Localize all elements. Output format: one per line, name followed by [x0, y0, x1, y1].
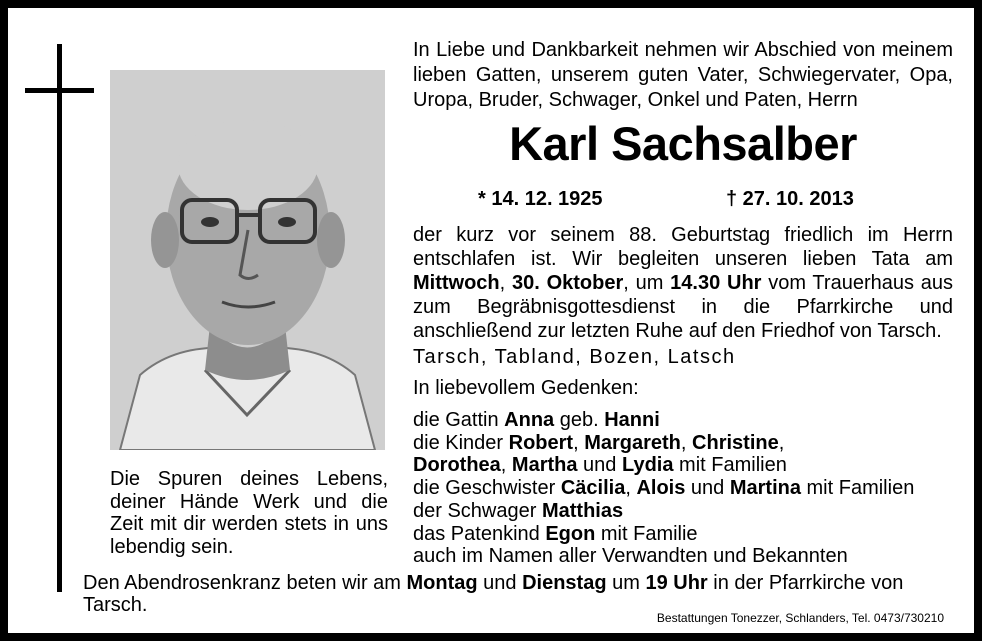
funeral-time: 14.30 Uhr	[670, 272, 762, 294]
cross-icon	[57, 44, 62, 592]
places-line: Tarsch, Tabland, Bozen, Latsch	[413, 346, 736, 368]
mourners-list	[413, 409, 973, 568]
mourner-line: das Patenkind Egon mit Familie	[413, 522, 698, 545]
death-date: † 27. 10. 2013	[726, 188, 854, 210]
funeral-home-credit: Bestattungen Tonezzer, Schlanders, Tel. 0473/730210	[656, 611, 944, 625]
rosary-info: Den Abendrosenkranz beten wir am Montag und Dienstag um 19 Uhr in der Pfarrkirche von Tarsch.	[83, 572, 904, 616]
funeral-details: der kurz vor seinem 88. Geburtstag friedlich im Herrn entschlafen ist. Wir begleiten unseren lieben Tata am Mittwoch, 30. Oktober, um 14.30 Uhr vom Trauerhaus aus zum Begräbnisgottesdienst in die Pfarrkirche und anschließend zur letzten Ruhe auf den Friedhof von Tarsch.	[413, 224, 953, 342]
mourner-line: auch im Namen aller Verwandten und Bekannten	[413, 545, 848, 568]
intro-text: In Liebe und Dankbarkeit nehmen wir Abschied von meinem lieben Gatten, unserem guten Vater, Schwiegervater, Opa, Uropa, Bruder, Schwager, Onkel und Paten, Herrn	[413, 39, 953, 111]
mourner-line: die Gattin Anna geb. Hanni	[413, 409, 660, 431]
cross-icon-bar	[25, 88, 94, 93]
funeral-day: Mittwoch	[413, 272, 500, 294]
mourner-line: Dorothea, Martha und Lydia mit Familien	[413, 454, 787, 477]
mourner-line: die Kinder Robert, Margareth, Christine,	[413, 431, 785, 454]
portrait-photo	[110, 70, 385, 450]
remembrance-heading: In liebevollem Gedenken:	[413, 377, 639, 399]
funeral-date: 30. Oktober	[512, 272, 624, 294]
memorial-quote: Die Spuren deines Lebens, deiner Hände Werk und die Zeit mit dir werden stets in uns lebendig sein.	[110, 468, 388, 558]
mourner-line: die Geschwister Cäcilia, Alois und Martina mit Familien	[413, 477, 915, 500]
obituary-notice	[8, 8, 974, 633]
mourner-line: der Schwager Matthias	[413, 499, 624, 522]
birth-date: * 14. 12. 1925	[478, 188, 603, 210]
deceased-name: Karl Sachsalber	[509, 117, 857, 170]
